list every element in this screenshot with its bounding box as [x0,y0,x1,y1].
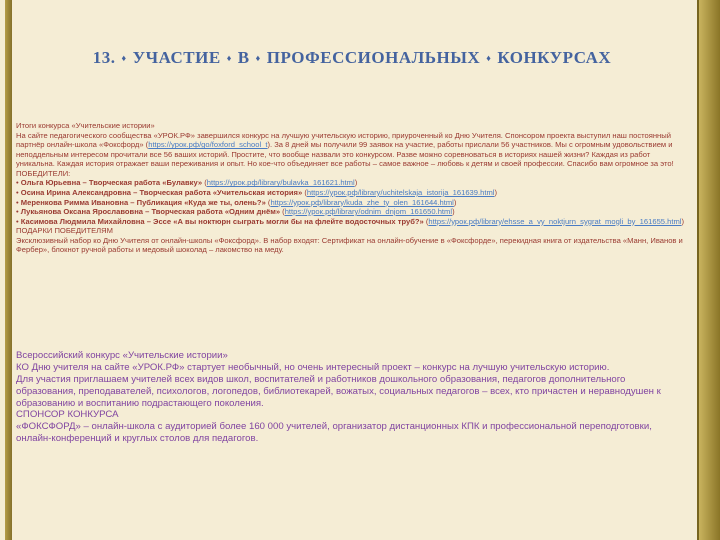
winner-link[interactable]: https://урок.рф/library/kuda_zhe_ty_olen_161644.html [270,197,454,207]
open-paren: ( [302,187,307,197]
winner-text: Меренкова Римма Ивановна – Публикация «Куда же ты, олень?» [20,197,266,207]
announcement-paragraph: КО Дню учителя на сайте «УРОК.РФ» стартует необычный, но очень интересный проект – конкурс на лучшую учительскую историю. [16,361,610,373]
winner-item [16,178,684,188]
winner-text: Лукьянова Оксана Ярославовна – Творческая работа «Одним днём» [20,207,281,217]
right-border-band [697,0,720,540]
winner-link[interactable]: https://урок.рф/library/bulavka_161621.html [206,178,355,188]
sponsor-link[interactable]: https://урок.рф/go/foxford_school_t [148,140,268,150]
winners-heading: ПОБЕДИТЕЛИ: [16,168,71,178]
title-word: УЧАСТИЕ [132,48,221,67]
open-paren: ( [265,197,271,207]
slide-title [40,48,664,68]
winner-text: Касимова Людмила Михайловна – Эссе «А вы ноктюрн сыграть могли бы на флейте водосточных труб?» [20,216,424,226]
close-paren: ) [453,197,457,207]
intro-text-before: На сайте педагогического сообщества «УРОК.РФ» завершился конкурс на лучшую учительскую историю, приуроченный ко Дню Учителя. Спонсором проекта выступил наш постоянный партнёр онлайн-школа «Фоксфорд» ( [16,130,671,150]
sponsor-text: «ФОКСФОРД» – онлайн-школа с аудиторией более 160 000 учителей, организатор дистанционных КПК и профессиональной переподготовки, онлайн-конференций и круглых столов для педагогов. [16,421,652,445]
left-border-band [5,0,12,540]
winner-text: Ольга Юрьевна – Творческая работа «Булавку» [20,178,203,188]
title-word: 13. [92,48,116,67]
close-paren: ) [354,178,358,188]
bullet-icon: • [16,178,21,188]
gifts-heading: ПОДАРКИ ПОБЕДИТЕЛЯМ [16,226,113,236]
title-word: ПРОФЕССИОНАЛЬНЫХ [266,48,481,67]
diamond-icon: ♦ [121,53,127,63]
bullet-icon: • [16,207,21,217]
bullet-icon: • [16,216,21,226]
title-word: КОНКУРСАХ [497,48,612,67]
close-paren: ) [494,187,497,197]
bullet-icon: • [16,187,21,197]
winner-text: Осина Ирина Александровна – Творческая работа «Учительская история» [20,187,303,197]
open-paren: ( [280,207,285,217]
intro-text-after: ). За 8 дней мы получили 99 заявок на участие, работы прислали 56 участников. Мы с огромным удовольствием и неподдельным интересом прочитали все 56 ваших историй. Простите, что вообще назвали это конкурсом. Разве можно соревноваться в историях нашей жизни? Каждая из работ уникальна. Каждая история отражает ваши переживания и опыт. Но кое-что объединяет все работы – самое важное – любовь к детям и своей профессии. Спасибо вам огромное за это! [16,140,674,169]
diamond-icon: ♦ [255,53,261,63]
close-paren: ) [452,207,455,217]
winner-link[interactable]: https://урок.рф/library/odnim_dnjom_161650.html [284,207,453,217]
winner-link[interactable]: https://урок.рф/library/ehsse_a_vy_noktjurn_sygrat_mogli_by_161655.html [428,216,682,226]
diamond-icon: ♦ [486,53,492,63]
title-word: В [237,48,250,67]
diamond-icon: ♦ [226,53,232,63]
winner-item [16,207,684,217]
winner-link[interactable]: https://урок.рф/library/uchitelskaja_istorija_161639.html [306,187,495,197]
bullet-icon: • [16,197,21,207]
winner-item [16,217,684,227]
close-paren: ) [681,216,685,226]
winner-item [16,198,684,208]
results-block [16,121,684,255]
open-paren: ( [423,216,429,226]
winner-item [16,188,684,198]
announcement-heading: Всероссийский конкурс «Учительские истории» [16,350,228,361]
gifts-text: Эксклюзивный набор ко Дню Учителя от онлайн-школы «Фоксфорд». В набор входят: Сертификат на онлайн-обучение в «Фоксфорде», перекидная книга от издательства «Манн, Иванов и Фербер», блокнот ручной работы и медовый шоколад – лакомство на меду. [16,235,683,255]
open-paren: ( [202,178,207,188]
results-intro [16,131,674,169]
announcement-block [16,350,684,445]
announcement-paragraph: Для участия приглашаем учителей всех видов школ, воспитателей и работников дошкольного образования, педагогов дополнительного образования, преподавателей, психологов, логопедов, библиотекарей, вожатых, социальных педагогов – всех, кто причастен и неравнодушен к образованию и воспитанию подрастающего поколения. [16,373,661,409]
results-heading: Итоги конкурса «Учительские истории» [16,121,155,130]
sponsor-heading: СПОНСОР КОНКУРСА [16,409,119,421]
